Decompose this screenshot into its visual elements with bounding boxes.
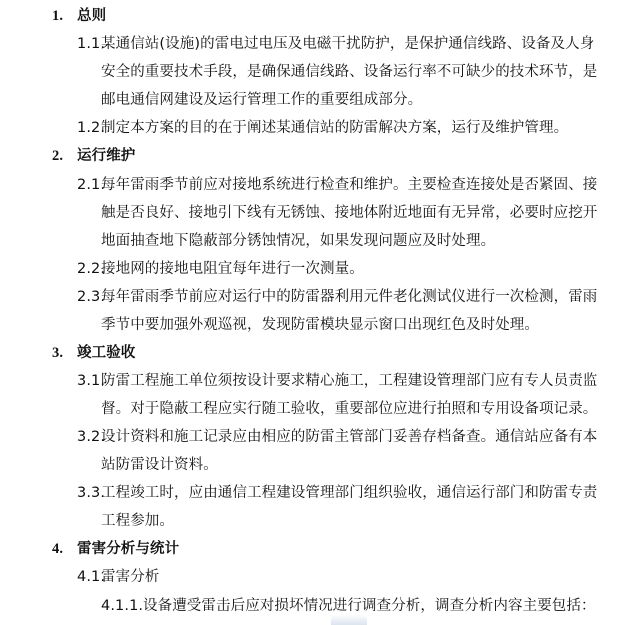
section-number: 3. — [52, 345, 64, 361]
paragraph-line: 地面抽查地下隐蔽部分锈蚀情况，如果发现问题应及时处理。 — [101, 233, 496, 249]
section-number: 4. — [52, 541, 64, 557]
item-number: 2.2. — [77, 261, 106, 277]
paragraph-line: 设备遭受雷击后应对损坏情况进行调查分析，调查分析内容主要包括： — [143, 598, 596, 614]
section-title: 总则 — [77, 8, 107, 24]
item-number: 4.1.1. — [101, 598, 144, 614]
section-title: 运行维护 — [77, 148, 136, 164]
section-title: 雷害分析与统计 — [77, 541, 180, 557]
item-number: 1.1. — [77, 36, 106, 52]
paragraph-line: 每年雷雨季节前应对接地系统进行检查和维护。主要检查连接处是否紧固、接 — [101, 177, 598, 193]
paragraph-line: 防雷工程施工单位须按设计要求精心施工，工程建设管理部门应有专人员责监 — [101, 373, 598, 389]
item-number: 2.1. — [77, 177, 106, 193]
item-number: 3.1. — [77, 373, 106, 389]
item-number: 1.2. — [77, 120, 106, 136]
paragraph-line: 季节中要加强外观巡视，发现防雷模块显示窗口出现红色及时处理。 — [101, 317, 539, 333]
paragraph-line: 某通信站(设施)的雷电过电压及电磁干扰防护，是保护通信线路、设备及人身 — [101, 36, 595, 52]
paragraph-line: 触是否良好、接地引下线有无锈蚀、接地体附近地面有无异常，必要时应挖开 — [101, 205, 598, 221]
paragraph-line: 站防雷设计资料。 — [101, 457, 218, 473]
paragraph-line: 雷害分析 — [101, 569, 160, 585]
paragraph-line: 邮电通信网建设及运行管理工作的重要组成部分。 — [101, 92, 423, 108]
faint-watermark-shape — [331, 614, 367, 625]
item-number: 4.1. — [77, 569, 106, 585]
item-number: 2.3. — [77, 289, 106, 305]
paragraph-line: 设计资料和施工记录应由相应的防雷主管部门妥善存档备查。通信站应备有本 — [101, 429, 598, 445]
paragraph-line: 工程参加。 — [101, 513, 174, 529]
paragraph-line: 制定本方案的目的在于阐述某通信站的防雷解决方案，运行及维护管理。 — [101, 120, 569, 136]
section-title: 竣工验收 — [77, 345, 136, 361]
item-number: 3.2. — [77, 429, 106, 445]
paragraph-line: 督。对于隐蔽工程应实行随工验收，重要部位应进行拍照和专用设备项记录。 — [101, 401, 598, 417]
item-number: 3.3. — [77, 485, 106, 501]
paragraph-line: 工程竣工时，应由通信工程建设管理部门组织验收，通信运行部门和防雷专责 — [101, 485, 598, 501]
paragraph-line: 每年雷雨季节前应对运行中的防雷器利用元件老化测试仪进行一次检测，雷雨 — [101, 289, 598, 305]
paragraph-line: 接地网的接地电阻宜每年进行一次测量。 — [101, 261, 364, 277]
section-number: 2. — [52, 148, 64, 164]
section-number: 1. — [52, 8, 64, 24]
paragraph-line: 安全的重要技术手段，是确保通信线路、设备运行率不可缺少的技术环节，是 — [101, 64, 598, 80]
